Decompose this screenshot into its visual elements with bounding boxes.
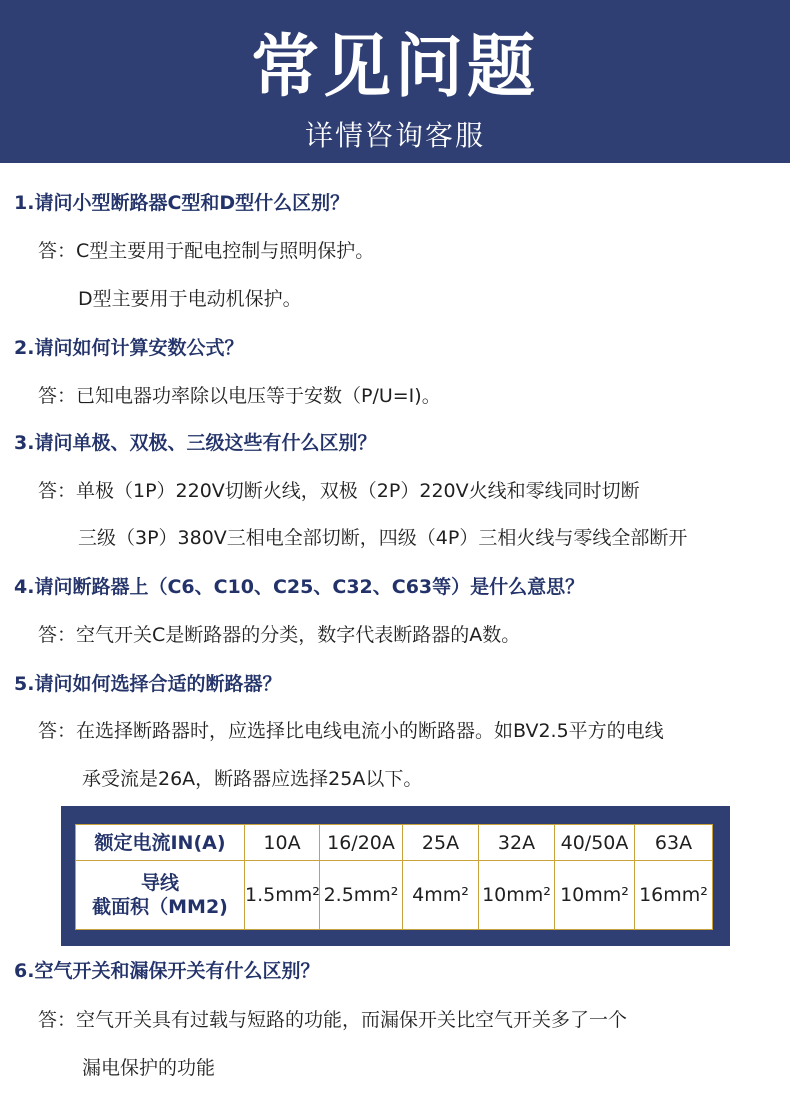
wire-section-header bbox=[76, 861, 245, 930]
section-cell: 4mm² bbox=[403, 861, 479, 930]
faq-answer-6-line-2: 漏电保护的功能 bbox=[82, 1057, 216, 1079]
current-cell: 63A bbox=[635, 825, 713, 861]
faq-answer-1-line-2: D型主要用于电动机保护。 bbox=[78, 288, 302, 310]
section-cell: 1.5mm² bbox=[245, 861, 320, 930]
rated-current-header: 额定电流IN(A) bbox=[76, 825, 245, 861]
section-cell: 16mm² bbox=[635, 861, 713, 930]
page-title: 常见问题 bbox=[250, 28, 539, 107]
faq-question-1: 1.请问小型断路器C型和D型什么区别？ bbox=[14, 192, 350, 214]
faq-question-2: 2.请问如何计算安数公式？ bbox=[14, 337, 244, 359]
current-cell: 25A bbox=[403, 825, 479, 861]
header-banner bbox=[0, 0, 790, 163]
current-cell: 40/50A bbox=[555, 825, 635, 861]
section-cell: 2.5mm² bbox=[320, 861, 403, 930]
faq-question-4: 4.请问断路器上（C6、C10、C25、C32、C63等）是什么意思？ bbox=[14, 576, 585, 598]
faq-answer-1-line-1: 答：C型主要用于配电控制与照明保护。 bbox=[38, 240, 375, 262]
section-cell: 10mm² bbox=[555, 861, 635, 930]
faq-answer-5-line-1: 答：在选择断路器时，应选择比电线电流小的断路器。如BV2.5平方的电线 bbox=[38, 720, 664, 742]
wire-section-header-line-1: 导线 bbox=[140, 872, 179, 894]
table-row bbox=[76, 861, 713, 930]
faq-answer-3-line-2: 三级（3P）380V三相电全部切断，四级（4P）三相火线与零线全部断开 bbox=[78, 527, 688, 549]
current-cell: 10A bbox=[245, 825, 320, 861]
faq-answer-6-line-1: 答：空气开关具有过载与短路的功能，而漏保开关比空气开关多了一个 bbox=[38, 1009, 628, 1031]
faq-answer-2-line-1: 答：已知电器功率除以电压等于安数（P/U=I)。 bbox=[38, 385, 441, 407]
wire-section-header-line-2: 截面积（MM2) bbox=[92, 896, 228, 918]
current-cell: 16/20A bbox=[320, 825, 403, 861]
faq-question-6: 6.空气开关和漏保开关有什么区别？ bbox=[14, 960, 320, 982]
current-cell: 32A bbox=[479, 825, 555, 861]
section-cell: 10mm² bbox=[479, 861, 555, 930]
page-subtitle: 详情咨询客服 bbox=[304, 119, 485, 152]
table-row bbox=[76, 825, 713, 861]
spec-table bbox=[75, 824, 713, 930]
spec-table-panel bbox=[61, 806, 730, 946]
faq-answer-5-line-2: 承受流是26A，断路器应选择25A以下。 bbox=[82, 768, 423, 790]
faq-question-5: 5.请问如何选择合适的断路器？ bbox=[14, 673, 282, 695]
faq-question-3: 3.请问单极、双极、三级这些有什么区别？ bbox=[14, 432, 377, 454]
faq-answer-3-line-1: 答：单极（1P）220V切断火线，双极（2P）220V火线和零线同时切断 bbox=[38, 480, 640, 502]
faq-answer-4-line-1: 答：空气开关C是断路器的分类，数字代表断路器的A数。 bbox=[38, 624, 521, 646]
